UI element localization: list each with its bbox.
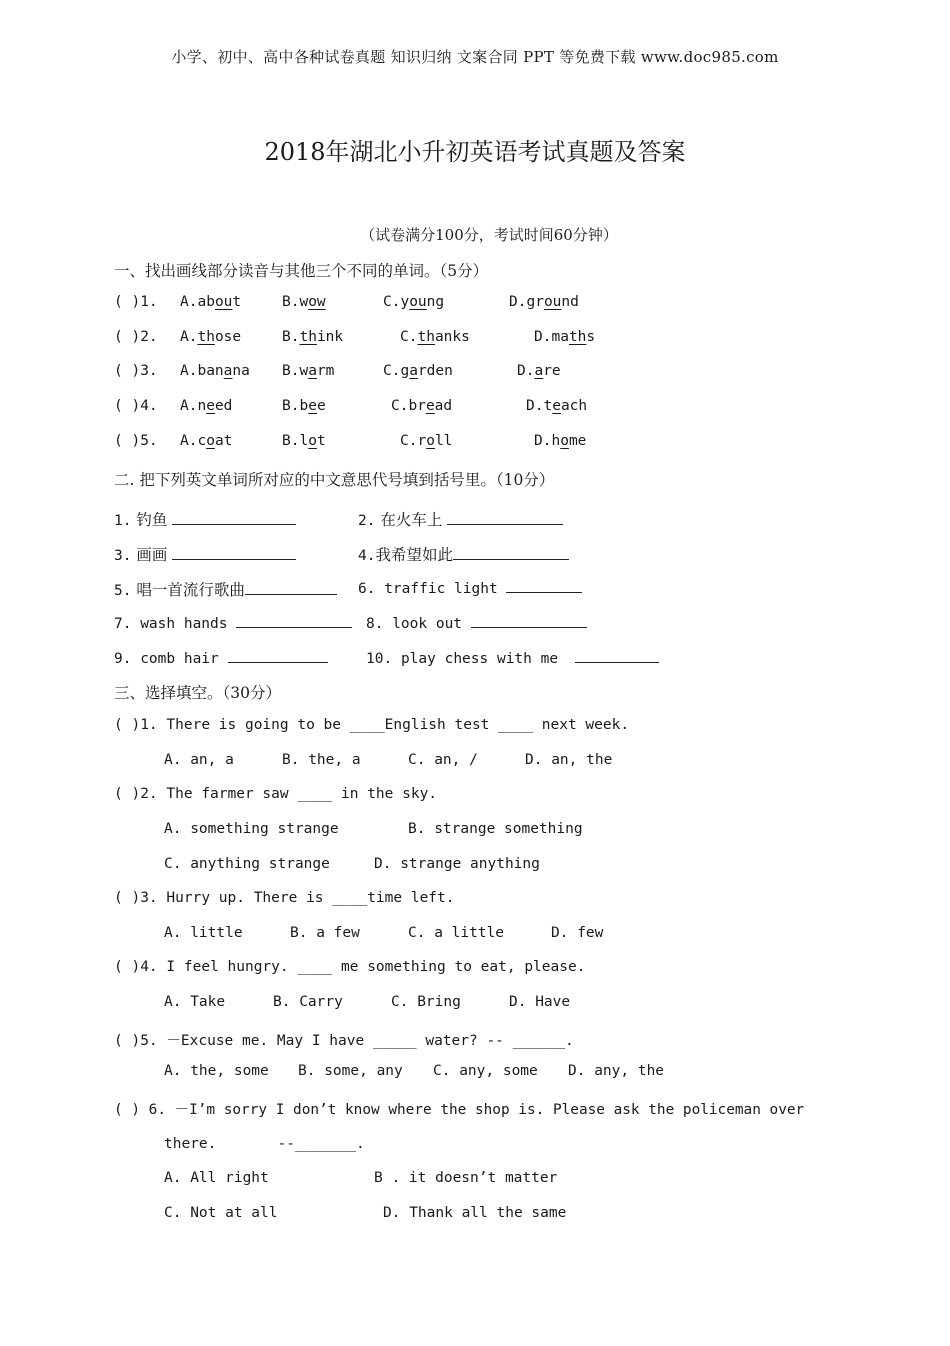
phonics-question-5 [114, 433, 158, 449]
q3-option-d: D. few [551, 925, 604, 941]
section1-heading: 一、找出画线部分读音与其他三个不同的单词。（5分） [114, 262, 489, 280]
phonics-option [517, 363, 561, 379]
word-part: w [299, 363, 309, 379]
answer-blank[interactable] [245, 580, 337, 595]
word-part: l [299, 433, 309, 449]
word-part: ab [197, 294, 215, 310]
phonics-option [180, 398, 232, 414]
word-part: e [316, 398, 326, 414]
word-part: br [408, 398, 426, 414]
question-text: －Excuse me. May I have _____ water? -- ______. [166, 1033, 574, 1049]
option-letter: C. [383, 294, 401, 310]
answer-blank[interactable] [236, 613, 352, 628]
vocab-num: 6. [358, 581, 376, 597]
q6-option-d: D. Thank all the same [383, 1205, 567, 1221]
word-part: g [400, 363, 410, 379]
vocab-num: 10. [366, 651, 393, 667]
phonics-option [383, 363, 453, 379]
phonics-option [180, 363, 250, 379]
phonics-option [534, 329, 595, 345]
question-num: 4. [140, 959, 158, 975]
underlined-part: ow [308, 294, 326, 310]
question-num: 5. [140, 1033, 158, 1049]
phonics-option [180, 294, 241, 310]
question-num: 5. [140, 433, 158, 449]
word-part: t [232, 294, 242, 310]
vocab-item-4 [358, 543, 569, 565]
word-part: ose [214, 329, 242, 345]
vocab-num: 9. [114, 651, 132, 667]
vocab-item-6 [358, 578, 582, 597]
vocab-num: 5. [114, 583, 132, 599]
mc-question-1 [114, 717, 629, 733]
question-num: 4. [140, 398, 158, 414]
phonics-option [391, 398, 452, 414]
word-part: anks [434, 329, 470, 345]
vocab-text: 唱一首流行歌曲 [136, 581, 245, 599]
underlined-part: a [223, 363, 233, 379]
phonics-question-4 [114, 398, 158, 414]
question-num: 3. [140, 363, 158, 379]
underlined-part: o [426, 433, 435, 449]
q3-option-a: A. little [164, 925, 243, 941]
phonics-option [383, 294, 444, 310]
phonics-option [180, 433, 232, 449]
word-part: ink [316, 329, 344, 345]
word-part: nd [561, 294, 579, 310]
section3-heading: 三、选择填空。（30分） [114, 684, 281, 702]
answer-blank[interactable] [471, 613, 587, 628]
question-text: Hurry up. There is ____time left. [166, 890, 455, 906]
q1-option-b: B. the, a [282, 752, 361, 768]
answer-paren[interactable]: ( ) [114, 1033, 141, 1049]
word-part: me [568, 433, 587, 449]
underlined-part: e [308, 398, 317, 414]
underlined-part: o [308, 433, 317, 449]
answer-paren[interactable]: ( ) [114, 329, 141, 345]
question-text: The farmer saw ____ in the sky. [166, 786, 438, 802]
vocab-num: 1. [114, 513, 132, 529]
option-letter: D. [509, 294, 527, 310]
word-part: ad [434, 398, 453, 414]
answer-blank[interactable] [575, 648, 659, 663]
q4-option-d: D. Have [509, 994, 571, 1010]
q2-option-b: B. strange something [408, 821, 583, 837]
option-letter: B. [282, 294, 300, 310]
q1-option-a: A. an, a [164, 752, 234, 768]
word-part: s [586, 329, 596, 345]
question-num: 2. [140, 786, 158, 802]
word-part: ach [560, 398, 588, 414]
option-letter: A. [180, 363, 198, 379]
exam-info: （试卷满分100分，考试时间60分钟） [360, 226, 618, 244]
question-text: －I’m sorry I don’t know where the shop is. Please ask the policeman over [174, 1102, 805, 1118]
word-part: r [417, 433, 427, 449]
phonics-question-1 [114, 294, 158, 310]
underlined-part: ou [409, 294, 427, 310]
phonics-option [534, 433, 586, 449]
vocab-item-7 [114, 613, 352, 632]
q4-option-a: A. Take [164, 994, 226, 1010]
mc-question-5 [114, 1029, 574, 1050]
page-title: 2018年湖北小升初英语考试真题及答案 [264, 138, 686, 166]
option-letter: A. [180, 329, 198, 345]
answer-paren[interactable]: ( ) [114, 717, 141, 733]
underlined-part: a [308, 363, 317, 379]
answer-blank[interactable] [172, 545, 296, 560]
word-part: h [551, 433, 561, 449]
word-part: t [316, 433, 326, 449]
option-letter: D. [534, 433, 552, 449]
q3-option-c: C. a little [408, 925, 505, 941]
vocab-item-5 [114, 578, 337, 600]
vocab-num: 2. [358, 513, 376, 529]
answer-blank[interactable] [228, 648, 328, 663]
q2-option-c: C. anything strange [164, 856, 330, 872]
underlined-part: o [206, 433, 215, 449]
q1-option-d: D. an, the [525, 752, 613, 768]
answer-blank[interactable] [453, 545, 569, 560]
q6-option-b: B . it doesn’t matter [374, 1170, 558, 1186]
vocab-text: wash hands [140, 616, 228, 632]
phonics-question-3 [114, 363, 158, 379]
option-letter: A. [180, 398, 198, 414]
vocab-text: 画画 [136, 546, 168, 564]
answer-paren[interactable]: ( ) [114, 363, 141, 379]
word-part: gr [526, 294, 544, 310]
option-letter: D. [534, 329, 552, 345]
option-letter: D. [526, 398, 544, 414]
underlined-part: ou [543, 294, 562, 310]
word-part: w [299, 294, 309, 310]
phonics-option [282, 329, 343, 345]
q5-option-b: B. some, any [298, 1063, 403, 1079]
site-banner: 小学、初中、高中各种试卷真题 知识归纳 文案合同 PPT 等免费下载 www.doc985.com [171, 48, 779, 66]
mc-question-4 [114, 959, 585, 975]
phonics-option [180, 329, 241, 345]
vocab-num: 3. [114, 548, 132, 564]
word-part: ng [426, 294, 445, 310]
answer-paren[interactable]: ( ) [114, 398, 141, 414]
vocab-num: 4. [358, 548, 376, 564]
vocab-item-10 [366, 648, 659, 667]
word-part: rden [417, 363, 453, 379]
word-part: c [197, 433, 207, 449]
phonics-option [400, 329, 470, 345]
question-num: 3. [140, 890, 158, 906]
option-letter: C. [400, 329, 418, 345]
q5-option-a: A. the, some [164, 1063, 269, 1079]
answer-paren[interactable]: ( ) [114, 1102, 140, 1118]
word-part: ma [551, 329, 569, 345]
underlined-part: th [299, 329, 317, 345]
underlined-part: e [206, 398, 215, 414]
question-text: There is going to be ____English test ____ next week. [166, 717, 630, 733]
option-letter: D. [517, 363, 535, 379]
word-part: n [197, 398, 207, 414]
word-part: ll [434, 433, 453, 449]
phonics-option [282, 294, 326, 310]
vocab-text: play chess with me [400, 651, 559, 667]
vocab-item-2 [358, 508, 563, 530]
vocab-num: 8. [366, 616, 384, 632]
option-letter: C. [383, 363, 401, 379]
option-letter: C. [391, 398, 409, 414]
underlined-part: a [409, 363, 418, 379]
underlined-part: th [568, 329, 587, 345]
section2-heading: 二. 把下列英文单词所对应的中文意思代号填到括号里。（10分） [114, 471, 555, 489]
question-num: 1. [140, 294, 158, 310]
phonics-option [282, 433, 326, 449]
underlined-part: th [197, 329, 215, 345]
underlined-part: ou [214, 294, 233, 310]
q3-option-b: B. a few [290, 925, 360, 941]
phonics-option [282, 363, 334, 379]
question-num: 1. [140, 717, 158, 733]
phonics-option [400, 433, 452, 449]
q4-option-b: B. Carry [273, 994, 343, 1010]
phonics-option [509, 294, 579, 310]
word-part: b [299, 398, 309, 414]
option-letter: C. [400, 433, 418, 449]
q6-option-c: C. Not at all [164, 1205, 278, 1221]
question-text: I feel hungry. ____ me something to eat, please. [166, 959, 586, 975]
vocab-text: 钓鱼 [136, 511, 168, 529]
answer-paren[interactable]: ( ) [114, 294, 141, 310]
word-part: rm [316, 363, 335, 379]
option-letter: B. [282, 363, 300, 379]
word-part: t [543, 398, 553, 414]
q4-option-c: C. Bring [391, 994, 461, 1010]
answer-paren[interactable]: ( ) [114, 433, 141, 449]
underlined-part: e [552, 398, 561, 414]
answer-blank[interactable] [172, 510, 296, 525]
option-letter: A. [180, 433, 198, 449]
underlined-part: a [534, 363, 544, 379]
option-letter: B. [282, 433, 300, 449]
vocab-text: comb hair [140, 651, 219, 667]
q2-option-d: D. strange anything [374, 856, 540, 872]
word-part: y [400, 294, 410, 310]
mc-question-2 [114, 786, 437, 802]
vocab-text: look out [392, 616, 463, 632]
vocab-item-3 [114, 543, 296, 565]
word-part: re [543, 363, 561, 379]
q6-option-a: A. All right [164, 1170, 269, 1186]
vocab-item-9 [114, 648, 328, 667]
underlined-part: o [560, 433, 569, 449]
question-num: 2. [140, 329, 158, 345]
phonics-option [282, 398, 326, 414]
answer-paren[interactable]: ( ) [114, 959, 141, 975]
vocab-num: 7. [114, 616, 132, 632]
word-part: at [214, 433, 233, 449]
option-letter: B. [282, 329, 300, 345]
vocab-item-1 [114, 508, 296, 530]
answer-blank[interactable] [447, 510, 563, 525]
answer-paren[interactable]: ( ) [114, 786, 141, 802]
phonics-question-2 [114, 329, 158, 345]
vocab-item-8 [366, 613, 587, 632]
vocab-text: traffic light [384, 581, 498, 597]
vocab-text: 我希望如此 [375, 546, 453, 564]
q2-option-a: A. something strange [164, 821, 339, 837]
q1-option-c: C. an, / [408, 752, 478, 768]
q5-option-c: C. any, some [433, 1063, 538, 1079]
q5-option-d: D. any, the [568, 1063, 665, 1079]
word-part: ed [214, 398, 233, 414]
option-letter: A. [180, 294, 198, 310]
word-part: na [232, 363, 250, 379]
answer-paren[interactable]: ( ) [114, 890, 141, 906]
word-part: ban [197, 363, 224, 379]
vocab-text: 在火车上 [380, 511, 443, 529]
underlined-part: e [425, 398, 435, 414]
q6-text-continued: there. --_______. [164, 1136, 365, 1152]
mc-question-3 [114, 890, 455, 906]
option-letter: B. [282, 398, 300, 414]
answer-blank[interactable] [506, 578, 582, 593]
underlined-part: th [417, 329, 435, 345]
phonics-option [526, 398, 587, 414]
question-num: 6. [148, 1102, 166, 1118]
mc-question-6 [114, 1098, 804, 1119]
